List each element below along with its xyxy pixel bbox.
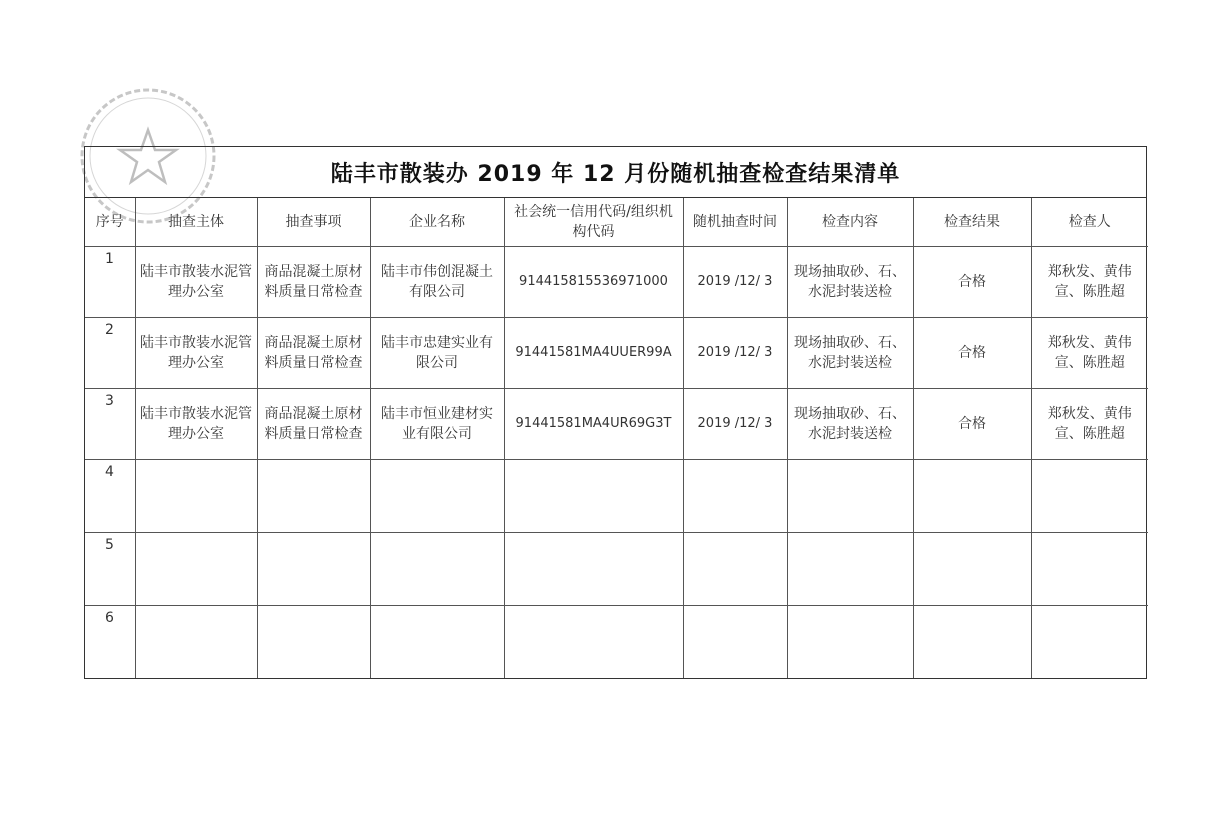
table-row-empty	[85, 533, 1148, 606]
row-item: 商品混凝土原材料质量日常检查	[257, 247, 370, 318]
empty-cell	[504, 460, 683, 533]
empty-cell	[683, 460, 787, 533]
row-content: 现场抽取砂、石、水泥封装送检	[787, 247, 913, 318]
table-row	[85, 247, 1148, 318]
row-date: 2019 /12/ 3	[683, 318, 787, 389]
empty-cell	[913, 533, 1031, 606]
row-subject: 陆丰市散装水泥管理办公室	[135, 318, 257, 389]
empty-cell	[913, 606, 1031, 679]
empty-cell	[1031, 460, 1148, 533]
empty-cell	[683, 606, 787, 679]
col-header-result: 检查结果	[913, 198, 1031, 247]
row-seq: 5	[85, 533, 135, 606]
row-company: 陆丰市忠建实业有限公司	[370, 318, 504, 389]
table-row	[85, 318, 1148, 389]
col-header-inspector: 检查人	[1031, 198, 1148, 247]
row-company: 陆丰市伟创混凝土有限公司	[370, 247, 504, 318]
col-header-seq: 序号	[85, 198, 135, 247]
row-seq: 2	[85, 318, 135, 389]
empty-cell	[370, 606, 504, 679]
row-subject: 陆丰市散装水泥管理办公室	[135, 389, 257, 460]
row-inspector: 郑秋发、黄伟宣、陈胜超	[1031, 247, 1148, 318]
row-seq: 1	[85, 247, 135, 318]
table-row-empty	[85, 460, 1148, 533]
empty-cell	[135, 460, 257, 533]
empty-cell	[135, 606, 257, 679]
row-code: 91441581MA4UUER99A	[504, 318, 683, 389]
row-result: 合格	[913, 389, 1031, 460]
row-content: 现场抽取砂、石、水泥封装送检	[787, 318, 913, 389]
header-row	[85, 198, 1148, 247]
empty-cell	[504, 533, 683, 606]
row-item: 商品混凝土原材料质量日常检查	[257, 389, 370, 460]
empty-cell	[787, 460, 913, 533]
empty-cell	[257, 533, 370, 606]
result-sheet	[84, 146, 1147, 679]
empty-cell	[683, 533, 787, 606]
empty-cell	[913, 460, 1031, 533]
row-seq: 6	[85, 606, 135, 679]
row-inspector: 郑秋发、黄伟宣、陈胜超	[1031, 389, 1148, 460]
empty-cell	[370, 460, 504, 533]
empty-cell	[504, 606, 683, 679]
empty-cell	[1031, 533, 1148, 606]
inspection-table	[85, 198, 1148, 678]
col-header-company: 企业名称	[370, 198, 504, 247]
col-header-content: 检查内容	[787, 198, 913, 247]
row-item: 商品混凝土原材料质量日常检查	[257, 318, 370, 389]
row-subject: 陆丰市散装水泥管理办公室	[135, 247, 257, 318]
title-row	[85, 147, 1146, 198]
row-date: 2019 /12/ 3	[683, 389, 787, 460]
row-code: 91441581MA4UR69G3T	[504, 389, 683, 460]
row-code: 914415815536971000	[504, 247, 683, 318]
table-row	[85, 389, 1148, 460]
empty-cell	[787, 533, 913, 606]
empty-cell	[135, 533, 257, 606]
col-header-code: 社会统一信用代码/组织机构代码	[504, 198, 683, 247]
row-date: 2019 /12/ 3	[683, 247, 787, 318]
empty-cell	[257, 606, 370, 679]
row-seq: 4	[85, 460, 135, 533]
col-header-date: 随机抽查时间	[683, 198, 787, 247]
page-title: 陆丰市散装办 2019 年 12 月份随机抽查检查结果清单	[330, 161, 901, 187]
row-result: 合格	[913, 247, 1031, 318]
row-result: 合格	[913, 318, 1031, 389]
row-seq: 3	[85, 389, 135, 460]
col-header-subject: 抽查主体	[135, 198, 257, 247]
empty-cell	[1031, 606, 1148, 679]
empty-cell	[787, 606, 913, 679]
col-header-item: 抽查事项	[257, 198, 370, 247]
row-content: 现场抽取砂、石、水泥封装送检	[787, 389, 913, 460]
table-row-empty	[85, 606, 1148, 679]
empty-cell	[257, 460, 370, 533]
row-inspector: 郑秋发、黄伟宣、陈胜超	[1031, 318, 1148, 389]
empty-cell	[370, 533, 504, 606]
row-company: 陆丰市恒业建材实业有限公司	[370, 389, 504, 460]
